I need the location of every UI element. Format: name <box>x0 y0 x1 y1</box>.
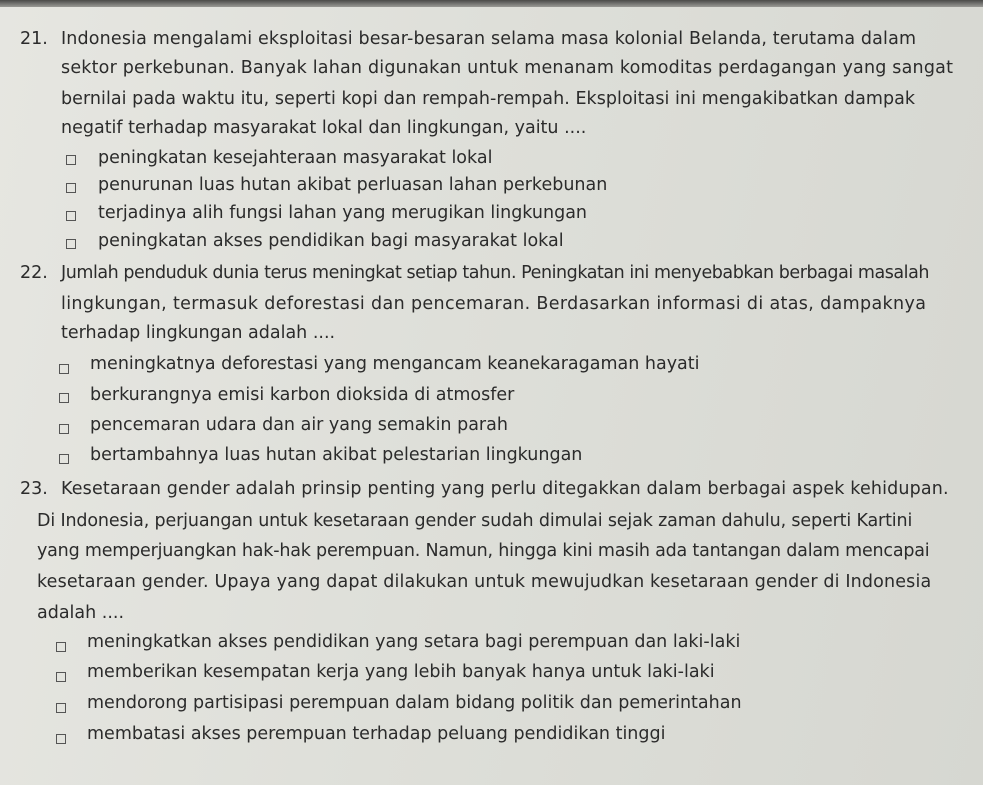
option-checkbox[interactable] <box>59 454 69 464</box>
option-checkbox[interactable] <box>66 211 76 221</box>
option-checkbox[interactable] <box>66 183 76 193</box>
paper-top-edge <box>0 0 983 7</box>
option-label: penurunan luas hutan akibat perluasan lahan perkebunan <box>98 175 608 195</box>
question-text-line: kesetaraan gender. Upaya yang dapat dilakukan untuk mewujudkan kesetaraan gender di Indonesia <box>37 572 932 592</box>
option-checkbox[interactable] <box>59 393 69 403</box>
option-checkbox[interactable] <box>56 672 66 682</box>
option-label: meningkatnya deforestasi yang mengancam keanekaragaman hayati <box>90 354 700 374</box>
question-text-line: Kesetaraan gender adalah prinsip penting yang perlu ditegakkan dalam berbagai aspek kehidupan. <box>61 479 949 499</box>
option-checkbox[interactable] <box>66 239 76 249</box>
question-number: 21. <box>20 29 48 49</box>
question-text-line: Di Indonesia, perjuangan untuk kesetaraan gender sudah dimulai sejak zaman dahulu, seperti Kartini <box>37 511 913 531</box>
option-label: memberikan kesempatan kerja yang lebih banyak hanya untuk laki-laki <box>87 662 715 682</box>
option-label: mendorong partisipasi perempuan dalam bidang politik dan pemerintahan <box>87 693 742 713</box>
option-label: meningkatkan akses pendidikan yang setara bagi perempuan dan laki-laki <box>87 632 741 652</box>
question-text-line: terhadap lingkungan adalah .... <box>61 323 336 343</box>
option-label: bertambahnya luas hutan akibat pelestarian lingkungan <box>90 445 583 465</box>
question-text-line: sektor perkebunan. Banyak lahan digunakan untuk menanam komoditas perdagangan yang sangat <box>61 58 954 78</box>
option-label: terjadinya alih fungsi lahan yang merugikan lingkungan <box>98 203 588 223</box>
option-label: berkurangnya emisi karbon dioksida di atmosfer <box>90 385 515 405</box>
question-text-line: negatif terhadap masyarakat lokal dan lingkungan, yaitu .... <box>61 118 587 138</box>
question-text-line: Indonesia mengalami eksploitasi besar-besaran selama masa kolonial Belanda, terutama dalam <box>61 29 917 49</box>
option-checkbox[interactable] <box>56 734 66 744</box>
option-checkbox[interactable] <box>56 703 66 713</box>
question-text-line: adalah .... <box>37 603 125 623</box>
question-text-line: lingkungan, termasuk deforestasi dan pencemaran. Berdasarkan informasi di atas, dampaknya <box>61 294 927 314</box>
question-number: 23. <box>20 479 48 499</box>
option-checkbox[interactable] <box>59 364 69 374</box>
question-text-line: yang memperjuangkan hak-hak perempuan. Namun, hingga kini masih ada tantangan dalam mencapai <box>37 541 930 561</box>
option-checkbox[interactable] <box>59 424 69 434</box>
option-label: membatasi akses perempuan terhadap peluang pendidikan tinggi <box>87 724 666 744</box>
option-checkbox[interactable] <box>66 155 76 165</box>
question-text-line: Jumlah penduduk dunia terus meningkat setiap tahun. Peningkatan ini menyebabkan berbagai masalah <box>61 263 930 283</box>
option-checkbox[interactable] <box>56 642 66 652</box>
option-label: pencemaran udara dan air yang semakin parah <box>90 415 508 435</box>
option-label: peningkatan akses pendidikan bagi masyarakat lokal <box>98 231 564 251</box>
question-number: 22. <box>20 263 48 283</box>
option-label: peningkatan kesejahteraan masyarakat lokal <box>98 148 493 168</box>
question-text-line: bernilai pada waktu itu, seperti kopi dan rempah-rempah. Eksploitasi ini mengakibatkan dampak <box>61 89 916 109</box>
